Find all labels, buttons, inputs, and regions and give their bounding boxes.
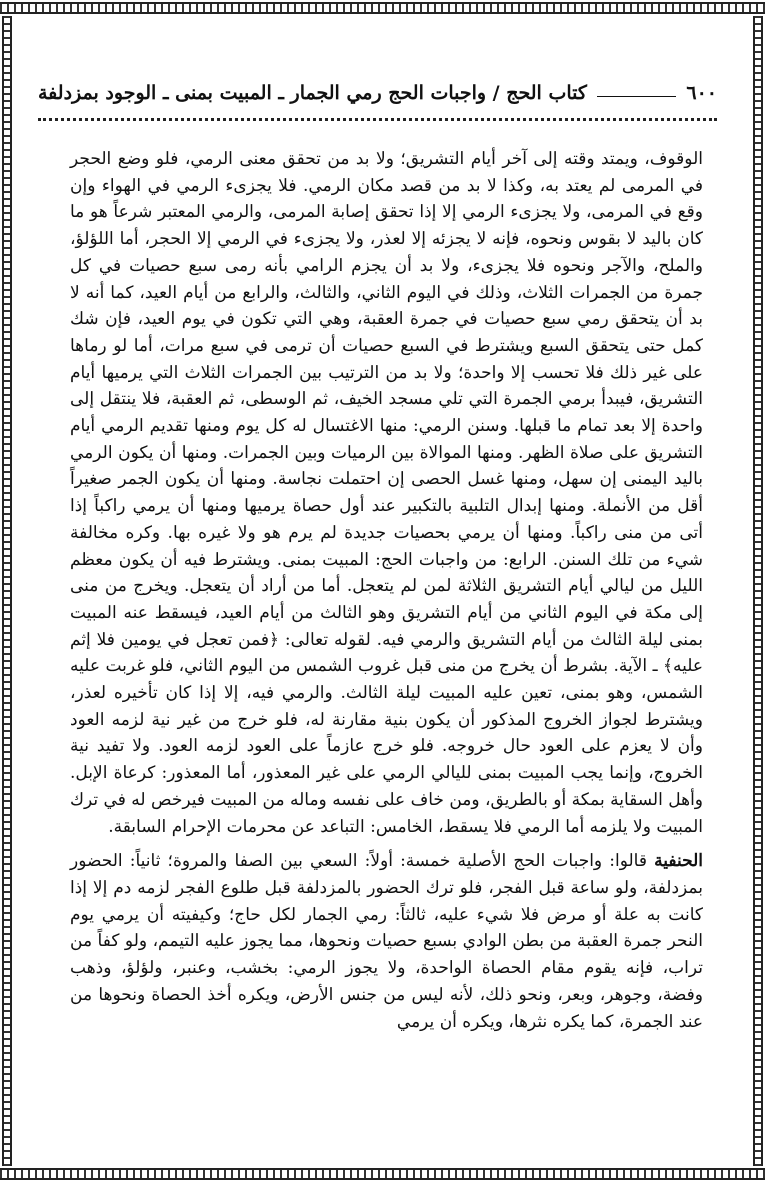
- paragraph: [70, 146, 703, 840]
- paragraph-text: الوقوف، ويمتد وقته إلى آخر أيام التشريق؛ ولا بد من تحقق معنى الرمي، فلو وضع الحجر في المرمى لم يعتد به، وكذا لا بد من قصد مكان الرمي. فلا يجزىء الرمي في الهواء وإن وقع في المرمى، ولا يجزىء الرمي إلا إذا تحقق إصابة المرمى، والرمي المعتبر شرعاً هو ما كان باليد لا بقوس ونحوه، فإنه لا يجزئه إلا لعذر، ولا يجزىء في الرمي إلا الحجر، أما اللؤلؤ، والملح، والآجر ونحوه فلا يجزىء، ولا بد أن يجزم الرامي بأنه رمى سبع حصيات في كل جمرة من الجمرات الثلاث، وذلك في اليوم الثاني، والثالث، والرابع من أيام العيد، كما أنه لا بد أن يتحقق رمي سبع حصيات في جمرة العقبة، وهي التي تكون في يوم العيد، فإن شك كمل حتى يتحقق السبع ويشترط في السبع حصيات أن ترمى في سبع مرات، أما لو رماها على غير ذلك فلا تحسب إلا واحدة؛ ولا بد من الترتيب بين الجمرات الثلاث التي يرميها أيام التشريق، فيبدأ برمي الجمرة التي تلي مسجد الخيف، ثم الوسطى، ثم العقبة، فلا ينتقل إلى واحدة إلا بعد تمام ما قبلها. وسنن الرمي: منها الاغتسال له كل يوم ومنها تقديم الرمي أيام التشريق على صلاة الظهر. ومنها الموالاة بين الرميات وبين الجمرات. ومنها أن يكون الرمي باليد اليمنى إن سهل، ومنها غسل الحصى إن احتملت نجاسة. ومنها أن يكون الجمر صغيراً أقل من الأنملة. ومنها إبدال التلبية بالتكبير عند أول حصاة يرميها ومنها أن يرمي راكباً إذا أتى من منى راكباً. ومنها أن يرمي بحصيات جديدة لم يرم هو ولا غيره بها. وكره مخالفة شيء من تلك السنن. الرابع: من واجبات الحج: المبيت بمنى. ويشترط فيه أن يكون معظم الليل من ليالي أيام التشريق الثلاثة لمن لم يتعجل. أما من أراد أن يتعجل. ويخرج من منى إلى مكة في اليوم الثاني من أيام التشريق وهو الثالث من أيام العيد، فيسقط عنه المبيت بمنى ليلة الثالث من أيام التشريق والرمي فيه. لقوله تعالى: ﴿فمن تعجل في يومين فلا إثم عليه﴾ ـ الآية. بشرط أن يخرج من منى قبل غروب الشمس من اليوم الثاني، فلو غربت عليه الشمس، وهو بمنى، تعين عليه المبيت ليلة الثالث. والرمي فيه، إلا إذا كان تأخيره لعذر، ويشترط لجواز الخروج المذكور أن يكون بنية مقارنة له، فلو خرج من غير نية لزمه العود وأن لا يعزم على العود حال خروجه. فلو خرج عازماً على العود لزمه العود. ولا تفيد نية الخروج، وإنما يجب المبيت بمنى لليالي الرمي على غير المعذور، أما المعذور: كرعاة الإبل. وأهل السقاية بمكة أو بالطريق، ومن خاف على نفسه وماله من المبيت فيرخص له في ترك المبيت ولا يلزمه أما الرمي فلا يسقط، الخامس: التباعد عن محرمات الإحرام السابقة.: [70, 149, 703, 837]
- decorative-border-left: [2, 16, 12, 1166]
- paragraph: [70, 848, 703, 1035]
- page-header: [38, 76, 717, 110]
- running-title: كتاب الحج / واجبات الحج رمي الجمار ـ المبيت بمنى ـ الوجود بمزدلفة: [38, 82, 587, 104]
- dotted-divider: [38, 118, 717, 121]
- paragraph-lead: الحنفية: [654, 851, 703, 872]
- header-rule: [597, 96, 676, 97]
- decorative-border-top: [0, 2, 765, 14]
- body-text: [70, 146, 703, 1035]
- decorative-border-bottom: [0, 1168, 765, 1180]
- paragraph-text: قالوا: واجبات الحج الأصلية خمسة: أولاً: السعي بين الصفا والمروة؛ ثانياً: الحضور بمزدلفة، ولو ساعة قبل الفجر، فلو ترك الحضور بالمزدلفة قبل طلوع الفجر لزمه دم إلا إذا كانت به علة أو مرض فلا شيء عليه، ثالثاً: رمي الجمار لكل حاج؛ وكيفيته أن يرمي يوم النحر جمرة العقبة من بطن الوادي بسبع حصيات ونحوها، مما يجوز عليه التيمم، ولو كفاً من تراب، فإنه يقوم مقام الحصاة الواحدة، ولا يجوز الرمي: بخشب، وعنبر، ولؤلؤ، وذهب وفضة، وجوهر، وبعر، ونحو ذلك، لأنه ليس من جنس الأرض، ويكره أخذ الحصاة ونحوها من عند الجمرة، كما يكره نثرها، ويكره أن يرمي: [70, 851, 703, 1032]
- page-number: ٦٠٠: [686, 82, 717, 104]
- decorative-border-right: [753, 16, 763, 1166]
